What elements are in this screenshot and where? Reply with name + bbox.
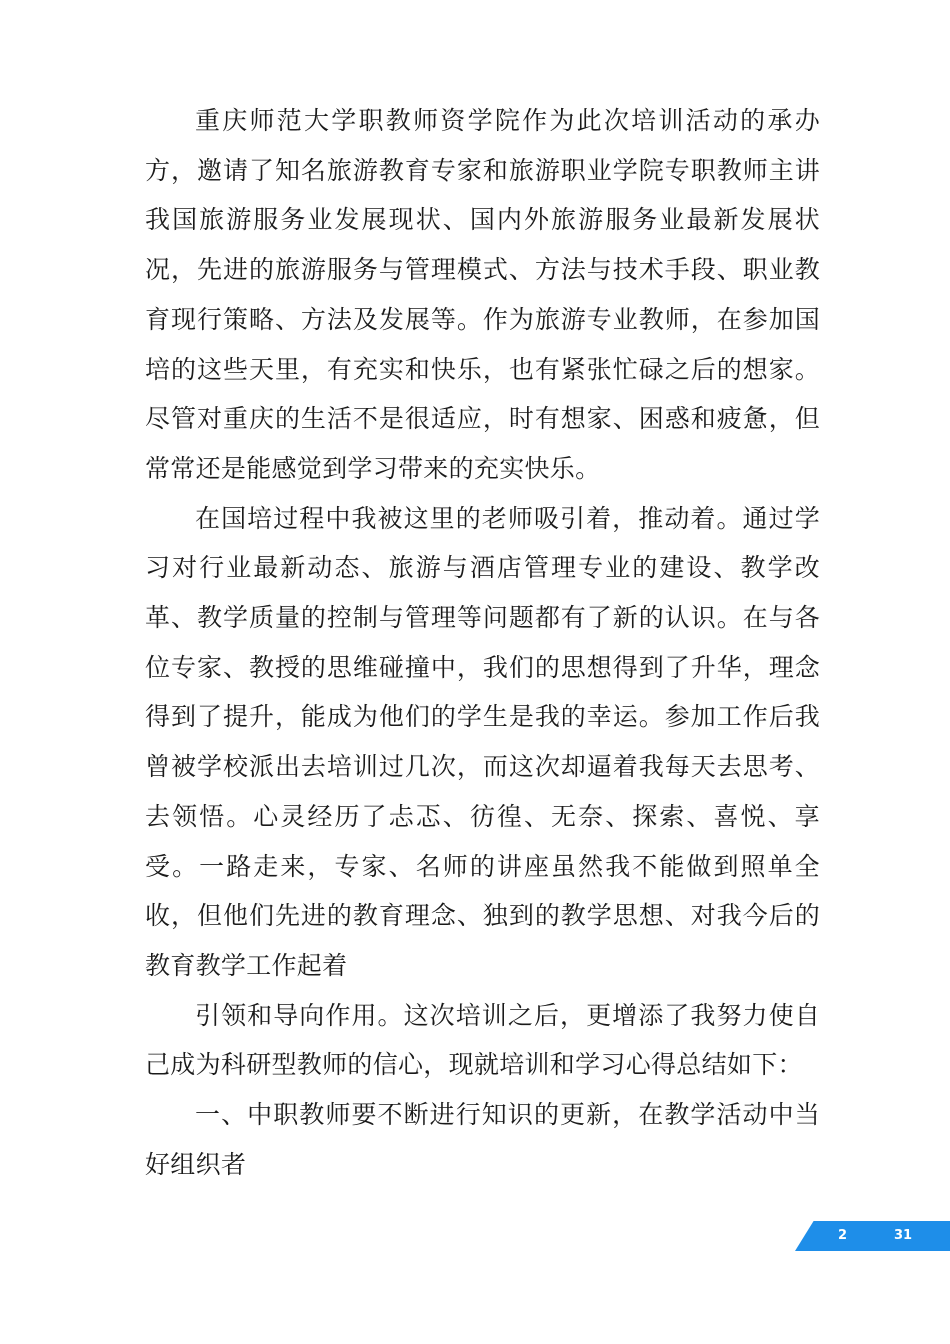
paragraph-4: 一、中职教师要不断进行知识的更新，在教学活动中当好组织者: [145, 1100, 820, 1179]
page-number-tab: [795, 1221, 950, 1251]
paragraph-1: 重庆师范大学职教师资学院作为此次培训活动的承办方，邀请了知名旅游教育专家和旅游职业学院专职教师主讲我国旅游服务业发展现状、国内外旅游服务业最新发展状况，先进的旅游服务与管理模式、方法与技术手段、职业教育现行策略、方法及发展等。作为旅游专业教师，在参加国培的这些天里，有充实和快乐，也有紧张忙碌之后的想家。尽管对重庆的生活不是很适应，时有想家、困惑和疲惫，但常常还是能感觉到学习带来的充实快乐。: [145, 106, 820, 483]
paragraph-3: 引领和导向作用。这次培训之后，更增添了我努力使自己成为科研型教师的信心，现就培训和学习心得总结如下：: [145, 1000, 820, 1080]
paragraph-2: 在国培过程中我被这里的老师吸引着，推动着。通过学习对行业最新动态、旅游与酒店管理专业的建设、教学改革、教学质量的控制与管理等问题都有了新的认识。在与各位专家、教授的思维碰撞中，我们的思想得到了升华，理念得到了提升，能成为他们的学生是我的幸运。参加工作后我曾被学校派出去培训过几次，而这次却逼着我每天去思考、去领悟。心灵经历了忐忑、彷徨、无奈、探索、喜悦、享受。一路走来，专家、名师的讲座虽然我不能做到照单全收，但他们先进的教育理念、独到的教学思想、对我今后的教育教学工作起着: [145, 503, 820, 980]
page-number-current: 2: [838, 1228, 848, 1243]
document-body: [145, 96, 820, 1189]
page-number-total: 31: [894, 1228, 913, 1243]
